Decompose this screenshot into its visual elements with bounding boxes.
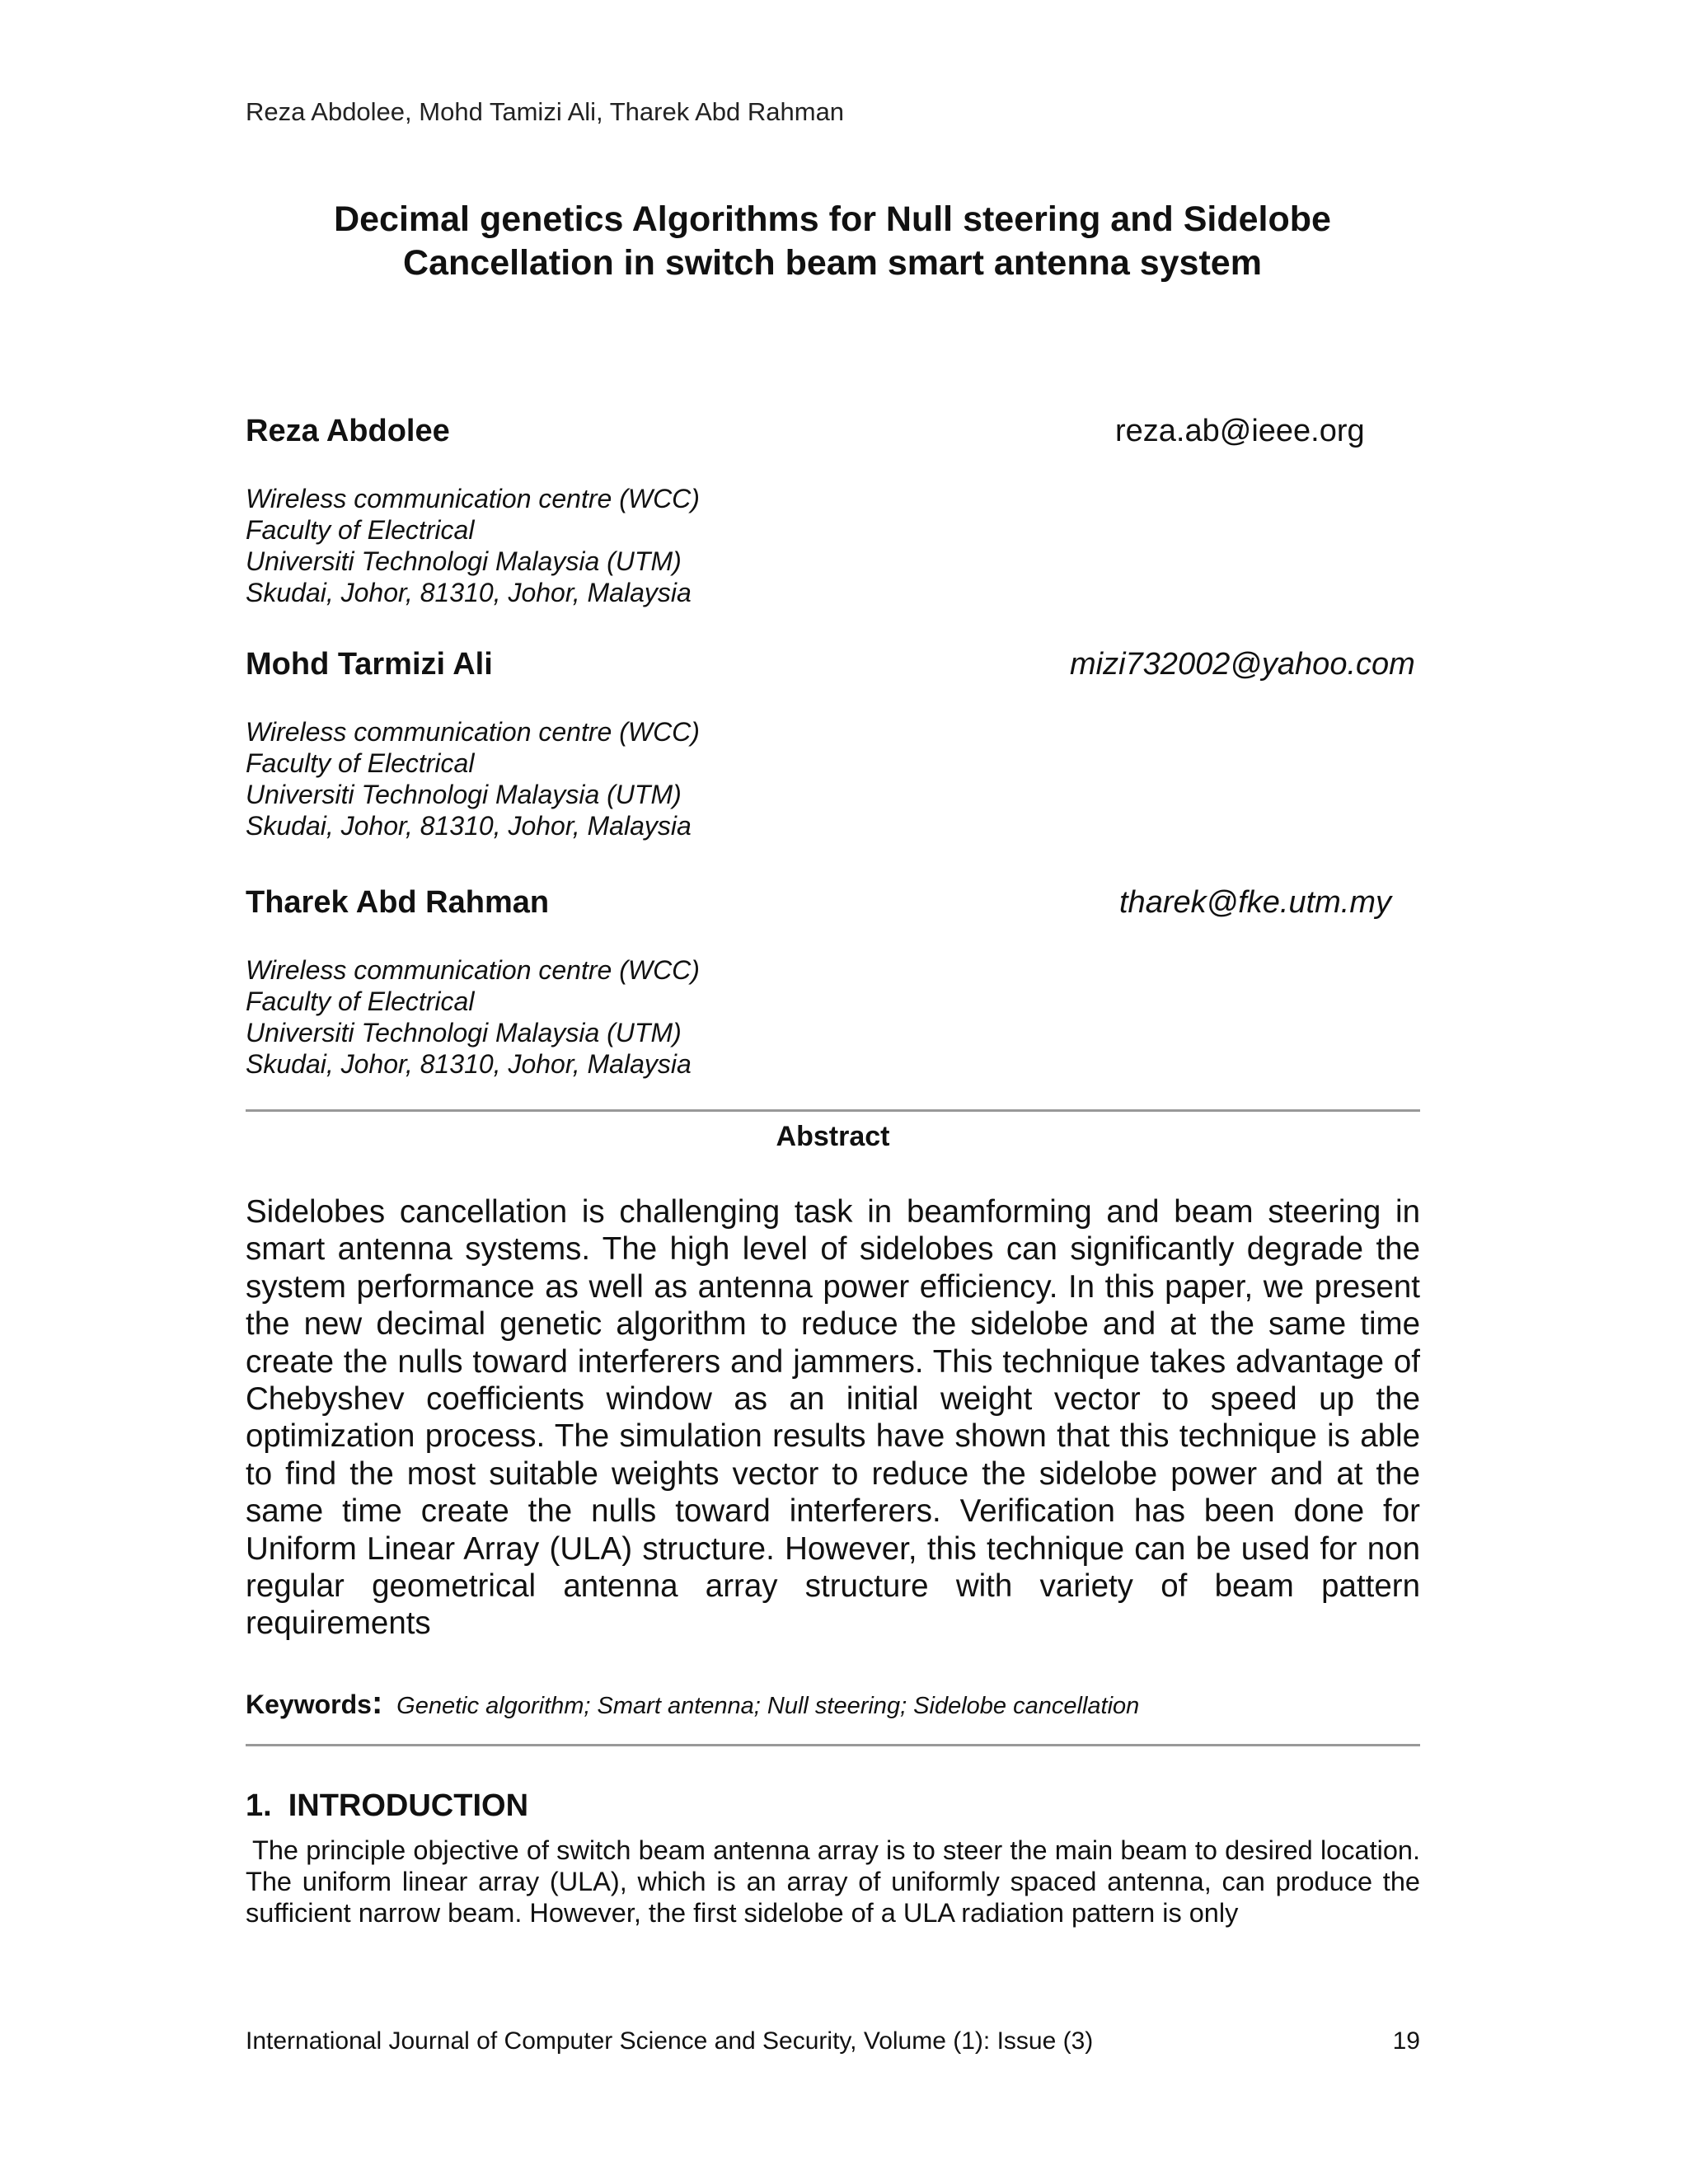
footer-journal: International Journal of Computer Science and Security, Volume (1): Issue (3) [246,2027,1094,2055]
affiliation-line: Faculty of Electrical [246,515,475,545]
author-affiliation [246,483,1420,608]
running-head: Reza Abdolee, Mohd Tamizi Ali, Tharek Abd Rahman [246,97,845,126]
affiliation-line: Skudai, Johor, 81310, Johor, Malaysia [246,1049,692,1079]
author-email[interactable]: reza.ab@ieee.org [1115,414,1365,448]
author-name: Mohd Tarmizi Ali [246,647,493,682]
author-block-2 [246,647,1420,841]
author-name: Tharek Abd Rahman [246,885,550,920]
abstract-heading: Abstract [776,1121,890,1152]
affiliation-line: Faculty of Electrical [246,987,475,1016]
introduction-body: The principle objective of switch beam antenna array is to steer the main beam to desired location. The uniform linear array (ULA), which is an array of uniformly spaced antenna, can produce the sufficient narrow beam. However, the first sidelobe of a ULA radiation pattern is only [246,1835,1420,1928]
abstract-body: Sidelobes cancellation is challenging task in beamforming and beam steering in smart antenna systems. The high level of sidelobes can significantly degrade the system performance as well as antenna power efficiency. In this paper, we present the new decimal genetic algorithm to reduce the sidelobe and at the same time create the nulls toward interferers and jammers. This technique takes advantage of Chebyshev coefficients window as an initial weight vector to speed up the optimization process. The simulation results have shown that this technique is able to find the most suitable weights vector to reduce the sidelobe power and at the same time create the nulls toward interferers. Verification has been done for Uniform Linear Array (ULA) structure. However, this technique can be used for non regular geometrical antenna array structure with variety of beam pattern requirements [246,1194,1420,1642]
section-heading [246,1788,528,1824]
affiliation-line: Universiti Technologi Malaysia (UTM) [246,780,682,809]
affiliation-line: Skudai, Johor, 81310, Johor, Malaysia [246,811,692,841]
author-row [246,885,1420,926]
affiliation-line: Faculty of Electrical [246,748,475,778]
section-number: 1. [246,1788,272,1823]
divider-top [246,1109,1420,1112]
author-affiliation [246,954,1420,1080]
author-block-1 [246,414,1420,608]
author-row [246,414,1420,455]
author-name: Reza Abdolee [246,414,450,448]
divider-bottom [246,1744,1420,1746]
affiliation-line: Skudai, Johor, 81310, Johor, Malaysia [246,578,692,607]
keywords-label: Keywords [246,1690,372,1719]
affiliation-line: Wireless communication centre (WCC) [246,717,700,747]
keywords-text: Genetic algorithm; Smart antenna; Null steering; Sidelobe cancellation [396,1693,1140,1719]
keywords [246,1685,1420,1722]
paper-title-line-1: Decimal genetics Algorithms for Null steering and Sidelobe [334,199,1331,239]
author-row [246,647,1420,688]
keywords-colon: : [371,1685,383,1721]
paper-title-line-2: Cancellation in switch beam smart antenna system [403,243,1262,283]
author-block-3 [246,885,1420,1080]
section-title: INTRODUCTION [288,1788,529,1823]
paper-title [206,198,1459,285]
author-email[interactable]: mizi732002@yahoo.com [1070,647,1415,682]
author-affiliation [246,716,1420,841]
affiliation-line: Universiti Technologi Malaysia (UTM) [246,546,682,576]
affiliation-line: Wireless communication centre (WCC) [246,955,700,985]
author-email[interactable]: tharek@fke.utm.my [1119,885,1391,920]
affiliation-line: Universiti Technologi Malaysia (UTM) [246,1018,682,1047]
affiliation-line: Wireless communication centre (WCC) [246,484,700,513]
footer-page-number: 19 [1392,2027,1420,2055]
